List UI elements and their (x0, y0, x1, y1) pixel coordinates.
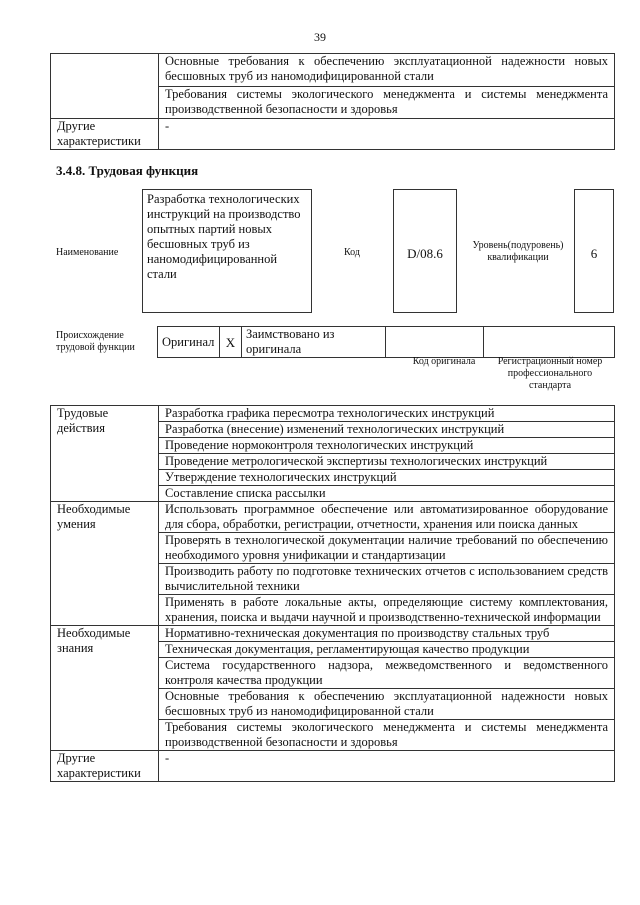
table-row (51, 502, 615, 533)
group-label: Необходимые знания (51, 626, 159, 751)
level-value: 6 (590, 246, 598, 261)
code-label: Код (344, 247, 360, 258)
group-label: Необходимые умения (51, 502, 159, 626)
code-box (393, 189, 457, 313)
group-item: Проверять в технологической документации наличие требований по обеспечению необходимого уровня унификации и стандартизации (159, 533, 615, 564)
group-item: Требования системы экологического менеджмента и системы менеджмента производственной безопасности и здоровья (159, 720, 615, 751)
main-table (50, 405, 615, 782)
level-label: Уровень(подуровень) квалификации (472, 240, 564, 263)
group-item: Проведение нормоконтроля технологических инструкций (159, 438, 615, 454)
origin-mark: X (220, 327, 242, 358)
top-table-cell: Основные требования к обеспечению эксплуатационной надежности новых бесшовных труб из наномодифицированной стали (159, 54, 615, 87)
group-item: Использовать программное обеспечение или автоматизированное оборудование для сбора, обработки, регистрации, отчетности, хранения или поиска данных (159, 502, 615, 533)
origin-original: Оригинал (158, 327, 220, 358)
group-item: Применять в работе локальные акты, определяющие систему комплектования, хранения, поиска и выдачи научной и производственно-технической информации (159, 595, 615, 626)
level-box (574, 189, 614, 313)
group-item: Техническая документация, регламентирующая качество продукции (159, 642, 615, 658)
origin-label: Происхождение трудовой функции (56, 330, 135, 353)
group-label: Другие характеристики (51, 751, 159, 782)
group-item: Утверждение технологических инструкций (159, 470, 615, 486)
name-label: Наименование (56, 247, 119, 258)
origin-code-cell (386, 327, 484, 358)
group-item: Система государственного надзора, межведомственного и ведомственного контроля качества продукции (159, 658, 615, 689)
group-item: Основные требования к обеспечению эксплуатационной надежности новых бесшовных труб из наномодифицированной стали (159, 689, 615, 720)
reg-number-caption: Регистрационный номер профессионального стандарта (497, 356, 603, 391)
code-value: D/08.6 (407, 246, 443, 261)
group-item: Нормативно-техническая документация по производству стальных труб (159, 626, 615, 642)
top-table (50, 53, 615, 150)
function-name-box (142, 189, 312, 313)
group-label: Трудовые действия (51, 406, 159, 502)
group-item: Разработка графика пересмотра технологических инструкций (159, 406, 615, 422)
top-table-label: Другие характеристики (51, 119, 159, 150)
group-item: Производить работу по подготовке технических отчетов с использованием средств вычислительной техники (159, 564, 615, 595)
top-table-cell: - (159, 119, 615, 150)
origin-borrowed: Заимствовано из оригинала (242, 327, 386, 358)
table-row (51, 406, 615, 422)
code-original-caption: Код оригинала (412, 356, 476, 367)
origin-table (157, 326, 615, 358)
top-table-empty-label (51, 54, 159, 119)
group-item: Составление списка рассылки (159, 486, 615, 502)
group-item: Проведение метрологической экспертизы технологических инструкций (159, 454, 615, 470)
table-row (51, 626, 615, 642)
page-number: 39 (314, 30, 326, 44)
function-name: Разработка технологических инструкций на производство опытных партий новых бесшовных труб из наномодифицированной стали (147, 192, 301, 281)
origin-reg-cell (484, 327, 615, 358)
group-item: Разработка (внесение) изменений технологических инструкций (159, 422, 615, 438)
table-row (51, 751, 615, 782)
top-table-cell: Требования системы экологического менеджмента и системы менеджмента производственной безопасности и здоровья (159, 87, 615, 119)
section-heading: 3.4.8. Трудовая функция (56, 163, 199, 178)
group-item: - (159, 751, 615, 782)
